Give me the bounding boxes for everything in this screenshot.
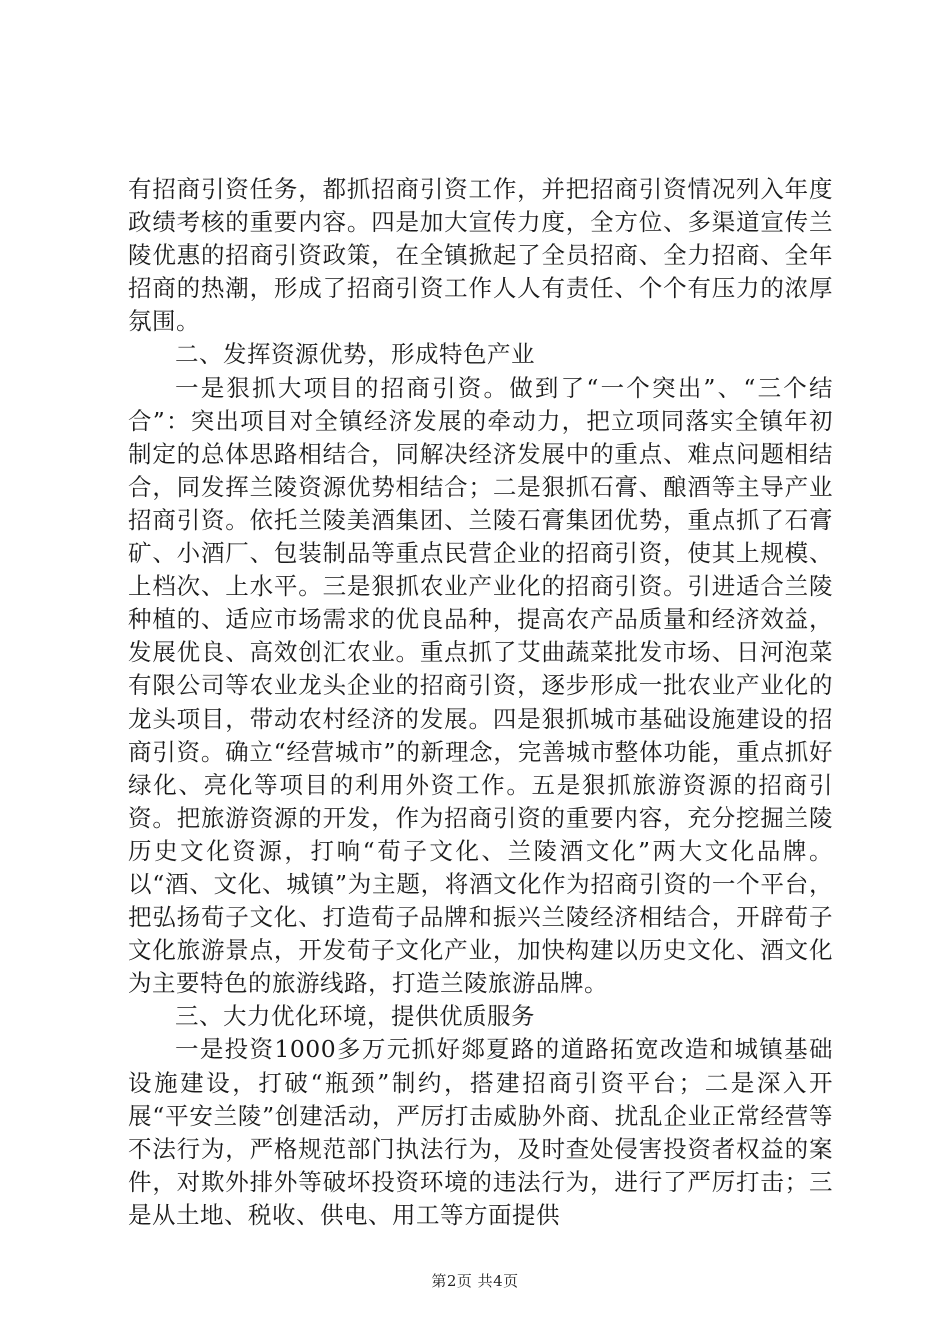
page-footer: 第2页 共4页 [431, 1272, 519, 1290]
section-heading-2: 二、发挥资源优势，形成特色产业 [175, 340, 535, 369]
paragraph-section-2-body: 一是狠抓大项目的招商引资。做到了“一个突出”、“三个结合”：突出项目对全镇经济发展的牵动力，把立项同落实全镇年初制定的总体思路相结合，同解决经济发展中的重点、难点问题相结合，同发挥兰陵资源优势相结合；二是狠抓石膏、酿酒等主导产业招商引资。依托兰陵美酒集团、兰陵石膏集团优势，重点抓了石膏矿、小酒厂、包装制品等重点民营企业的招商引资，使其上规模、上档次、上水平。三是狠抓农业产业化的招商引资。引进适合兰陵种植的、适应市场需求的优良品种，提高农产品质量和经济效益，发展优良、高效创汇农业。重点抓了艾曲蔬菜批发市场、日河泡菜有限公司等农业龙头企业的招商引资，逐步形成一批农业产业化的龙头项目，带动农村经济的发展。四是狠抓城市基础设施建设的招商引资。确立“经营城市”的新理念，完善城市整体功能，重点抓好绿化、亮化等项目的利用外资工作。五是狠抓旅游资源的招商引资。把旅游资源的开发，作为招商引资的重要内容，充分挖掘兰陵历史文化资源，打响“荀子文化、兰陵酒文化”两大文化品牌。以“酒、文化、城镇”为主题，将酒文化作为招商引资的一个平台，把弘扬荀子文化、打造荀子品牌和振兴兰陵经济相结合，开辟荀子文化旅游景点，开发荀子文化产业，加快构建以历史文化、酒文化为主要特色的旅游线路，打造兰陵旅游品牌。 [128, 373, 833, 998]
paragraph-section-3-body: 一是投资1000多万元抓好郯夏路的道路拓宽改造和城镇基础设施建设，打破“瓶颈”制约，搭建招商引资平台；二是深入开展“平安兰陵”创建活动，严厉打击威胁外商、扰乱企业正常经营等不法行为，严格规范部门执法行为，及时查处侵害投资者权益的案件，对欺外排外等破坏投资环境的违法行为，进行了严厉打击；三是从土地、税收、供电、用工等方面提供 [128, 1035, 833, 1229]
section-heading-3: 三、大力优化环境，提供优质服务 [175, 1002, 535, 1031]
document-body [128, 173, 833, 1232]
paragraph-continuation: 有招商引资任务，都抓招商引资工作，并把招商引资情况列入年度政绩考核的重要内容。四是加大宣传力度，全方位、多渠道宣传兰陵优惠的招商引资政策，在全镇掀起了全员招商、全力招商、全年招商的热潮，形成了招商引资工作人人有责任、个个有压力的浓厚氛围。 [128, 175, 833, 336]
